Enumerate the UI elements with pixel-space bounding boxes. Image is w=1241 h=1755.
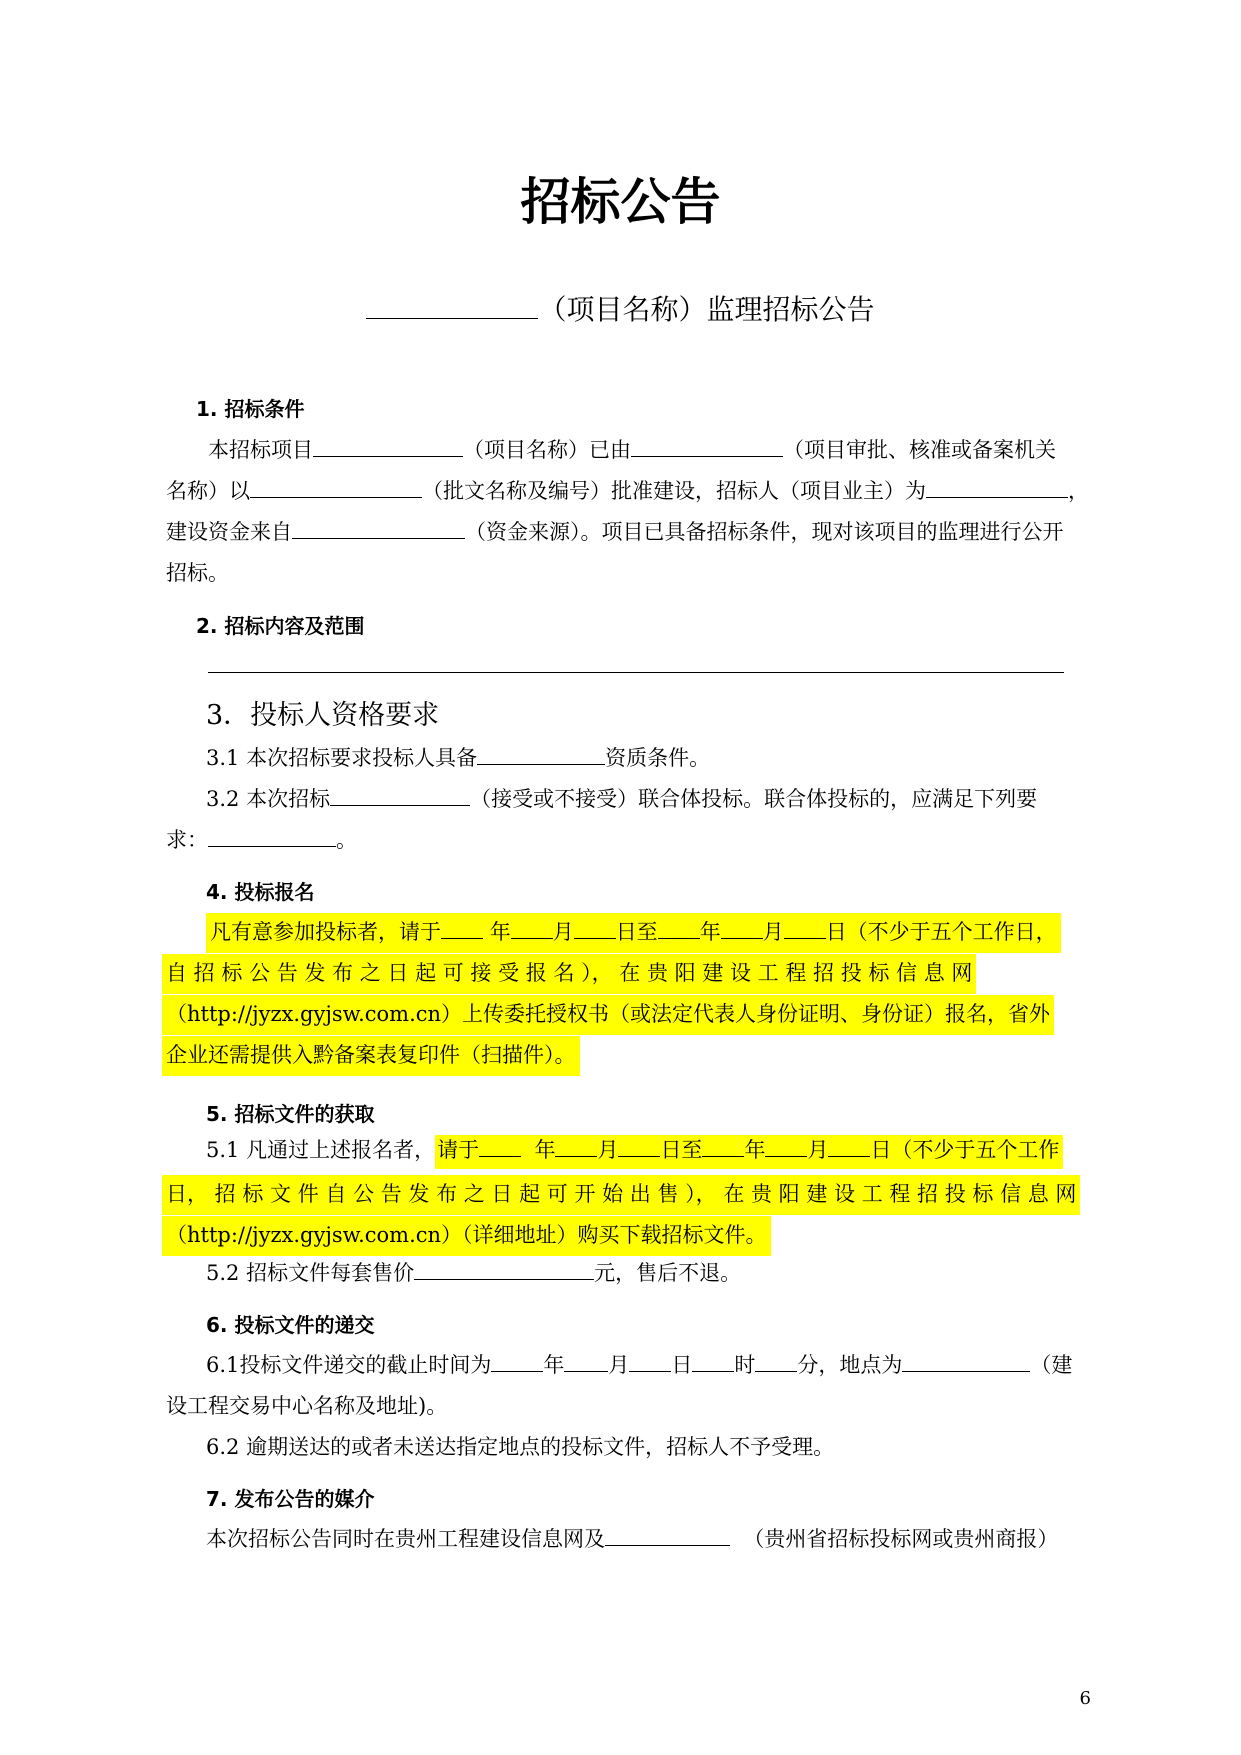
text: 年: [543, 1353, 565, 1378]
blank: [555, 1134, 597, 1157]
text: （贵州省招标投标网或贵州商报）: [743, 1527, 1059, 1552]
section-1-heading: 1. 招标条件: [196, 397, 305, 421]
blank-project-name: [366, 289, 538, 319]
section-4-heading: 4. 投标报名: [206, 880, 315, 904]
s3-line-1: [206, 742, 710, 772]
text: （项目审批、核准或备案机关: [783, 438, 1056, 463]
blank: [702, 1134, 744, 1157]
text: 年: [534, 1138, 556, 1163]
page-title: 招标公告: [520, 173, 721, 231]
subtitle-text: （项目名称）监理招标公告: [538, 293, 875, 326]
blank: [755, 1349, 797, 1372]
s4-line-3: （http://jyzx.gyjsw.com.cn）上传委托授权书（或法定代表人身份证明、身份证）报名，省外: [162, 995, 1054, 1035]
text: （接受或不接受）联合体投标。联合体投标的，应满足下列要: [470, 787, 1038, 812]
blank: [605, 1523, 730, 1546]
page-number: 6: [1079, 1688, 1091, 1709]
s6-line-1: [206, 1349, 1072, 1379]
blank: [414, 1257, 594, 1280]
text: 建设资金来自: [166, 520, 292, 545]
blank: [658, 916, 700, 939]
blank: [477, 742, 605, 765]
s3-line-3: [166, 824, 357, 854]
text: 。: [336, 828, 357, 853]
text: 月: [552, 920, 574, 945]
text: 年: [489, 920, 511, 945]
text: 日至: [615, 920, 658, 945]
blank: [828, 1134, 870, 1157]
blank: [313, 434, 463, 457]
text: 凡有意参加投标者，请于: [210, 920, 441, 945]
text: 年: [744, 1138, 766, 1163]
blank-scope-line: [208, 672, 1064, 673]
text: 5.2 招标文件每套售价: [206, 1261, 415, 1286]
blank: [511, 916, 553, 939]
s6-line-3: 6.2 逾期送达的或者未送达指定地点的投标文件，招标人不予受理。: [206, 1435, 835, 1459]
blank: [631, 434, 783, 457]
s4-line-4: 企业还需提供入黔备案表复印件（扫描件）。: [162, 1036, 580, 1076]
s4-line-2: 自 招 标 公 告 发 布 之 日 起 可 接 受 报 名 ）， 在 贵 阳 建 设 工 程 招 投 标 信 息 网: [162, 954, 976, 994]
s1-line-3: [166, 516, 1064, 546]
blank: [441, 916, 483, 939]
text: 日（不少于五个工作日，: [825, 920, 1057, 945]
blank: [250, 475, 422, 498]
s5-line-3: （http://jyzx.gyjsw.com.cn）（详细地址）购买下载招标文件。: [162, 1216, 771, 1256]
text: 月: [762, 920, 784, 945]
text: 分，地点为: [797, 1353, 903, 1378]
text: 月: [608, 1353, 630, 1378]
subtitle: [0, 288, 1241, 328]
text: 3.1 本次招标要求投标人具备: [206, 746, 478, 771]
text: 日（不少于五个工作: [870, 1138, 1060, 1163]
text: 时: [734, 1353, 756, 1378]
blank: [491, 1349, 543, 1372]
s1-line-2: [166, 475, 1089, 505]
blank: [292, 516, 465, 539]
text: 6.1投标文件递交的截止时间为: [206, 1353, 492, 1378]
blank: [208, 824, 336, 847]
s4-line-1: [206, 913, 1061, 953]
text: 名称）以: [166, 479, 250, 504]
s5-line-1-highlight: [435, 1135, 1063, 1169]
text: （资金来源）。项目已具备招标条件，现对该项目的监理进行公开: [465, 520, 1064, 545]
text: 本招标项目: [208, 438, 313, 463]
text: 年: [699, 920, 721, 945]
text: 请于: [437, 1138, 480, 1163]
blank: [765, 1134, 807, 1157]
text: 月: [807, 1138, 829, 1163]
text: ，: [1068, 479, 1089, 504]
text: （项目名称）已由: [463, 438, 631, 463]
text: 资质条件。: [605, 746, 711, 771]
blank: [902, 1349, 1030, 1372]
blank: [479, 1134, 521, 1157]
section-3-heading: 3．投标人资格要求: [206, 700, 440, 731]
text: （建: [1030, 1353, 1073, 1378]
section-2-heading: 2. 招标内容及范围: [196, 614, 365, 638]
text: 本次招标公告同时在贵州工程建设信息网及: [206, 1527, 605, 1552]
blank: [330, 783, 470, 806]
text: 日至: [660, 1138, 703, 1163]
blank: [564, 1349, 608, 1372]
section-6-heading: 6. 投标文件的递交: [206, 1313, 375, 1337]
s7-line-1: [206, 1523, 1058, 1553]
section-7-heading: 7. 发布公告的媒介: [206, 1487, 375, 1511]
text: （批文名称及编号）批准建设，招标人（项目业主）为: [422, 479, 926, 504]
s5-line-4: [206, 1257, 741, 1287]
s3-line-2: [206, 783, 1037, 813]
s6-line-2: 设工程交易中心名称及地址)。: [166, 1394, 448, 1418]
blank: [629, 1349, 671, 1372]
blank: [692, 1349, 734, 1372]
text: 5.1 凡通过上述报名者，: [206, 1138, 436, 1163]
blank: [721, 916, 763, 939]
s5-line-1: [206, 1134, 1063, 1164]
blank: [784, 916, 826, 939]
text: 3.2 本次招标: [206, 787, 331, 812]
section-5-heading: 5. 招标文件的获取: [206, 1102, 375, 1126]
blank: [574, 916, 616, 939]
blank: [926, 475, 1068, 498]
s5-line-2: 日， 招 标 文 件 自 公 告 发 布 之 日 起 可 开 始 出 售 ）， 在 贵 阳 建 设 工 程 招 投 标 信 息 网: [162, 1175, 1080, 1215]
blank: [618, 1134, 660, 1157]
s1-line-4: 招标。: [166, 561, 229, 585]
text: 求：: [166, 828, 208, 853]
text: 月: [597, 1138, 619, 1163]
s1-line-1: [208, 434, 1056, 464]
text: 日: [671, 1353, 693, 1378]
text: 元，售后不退。: [594, 1261, 742, 1286]
